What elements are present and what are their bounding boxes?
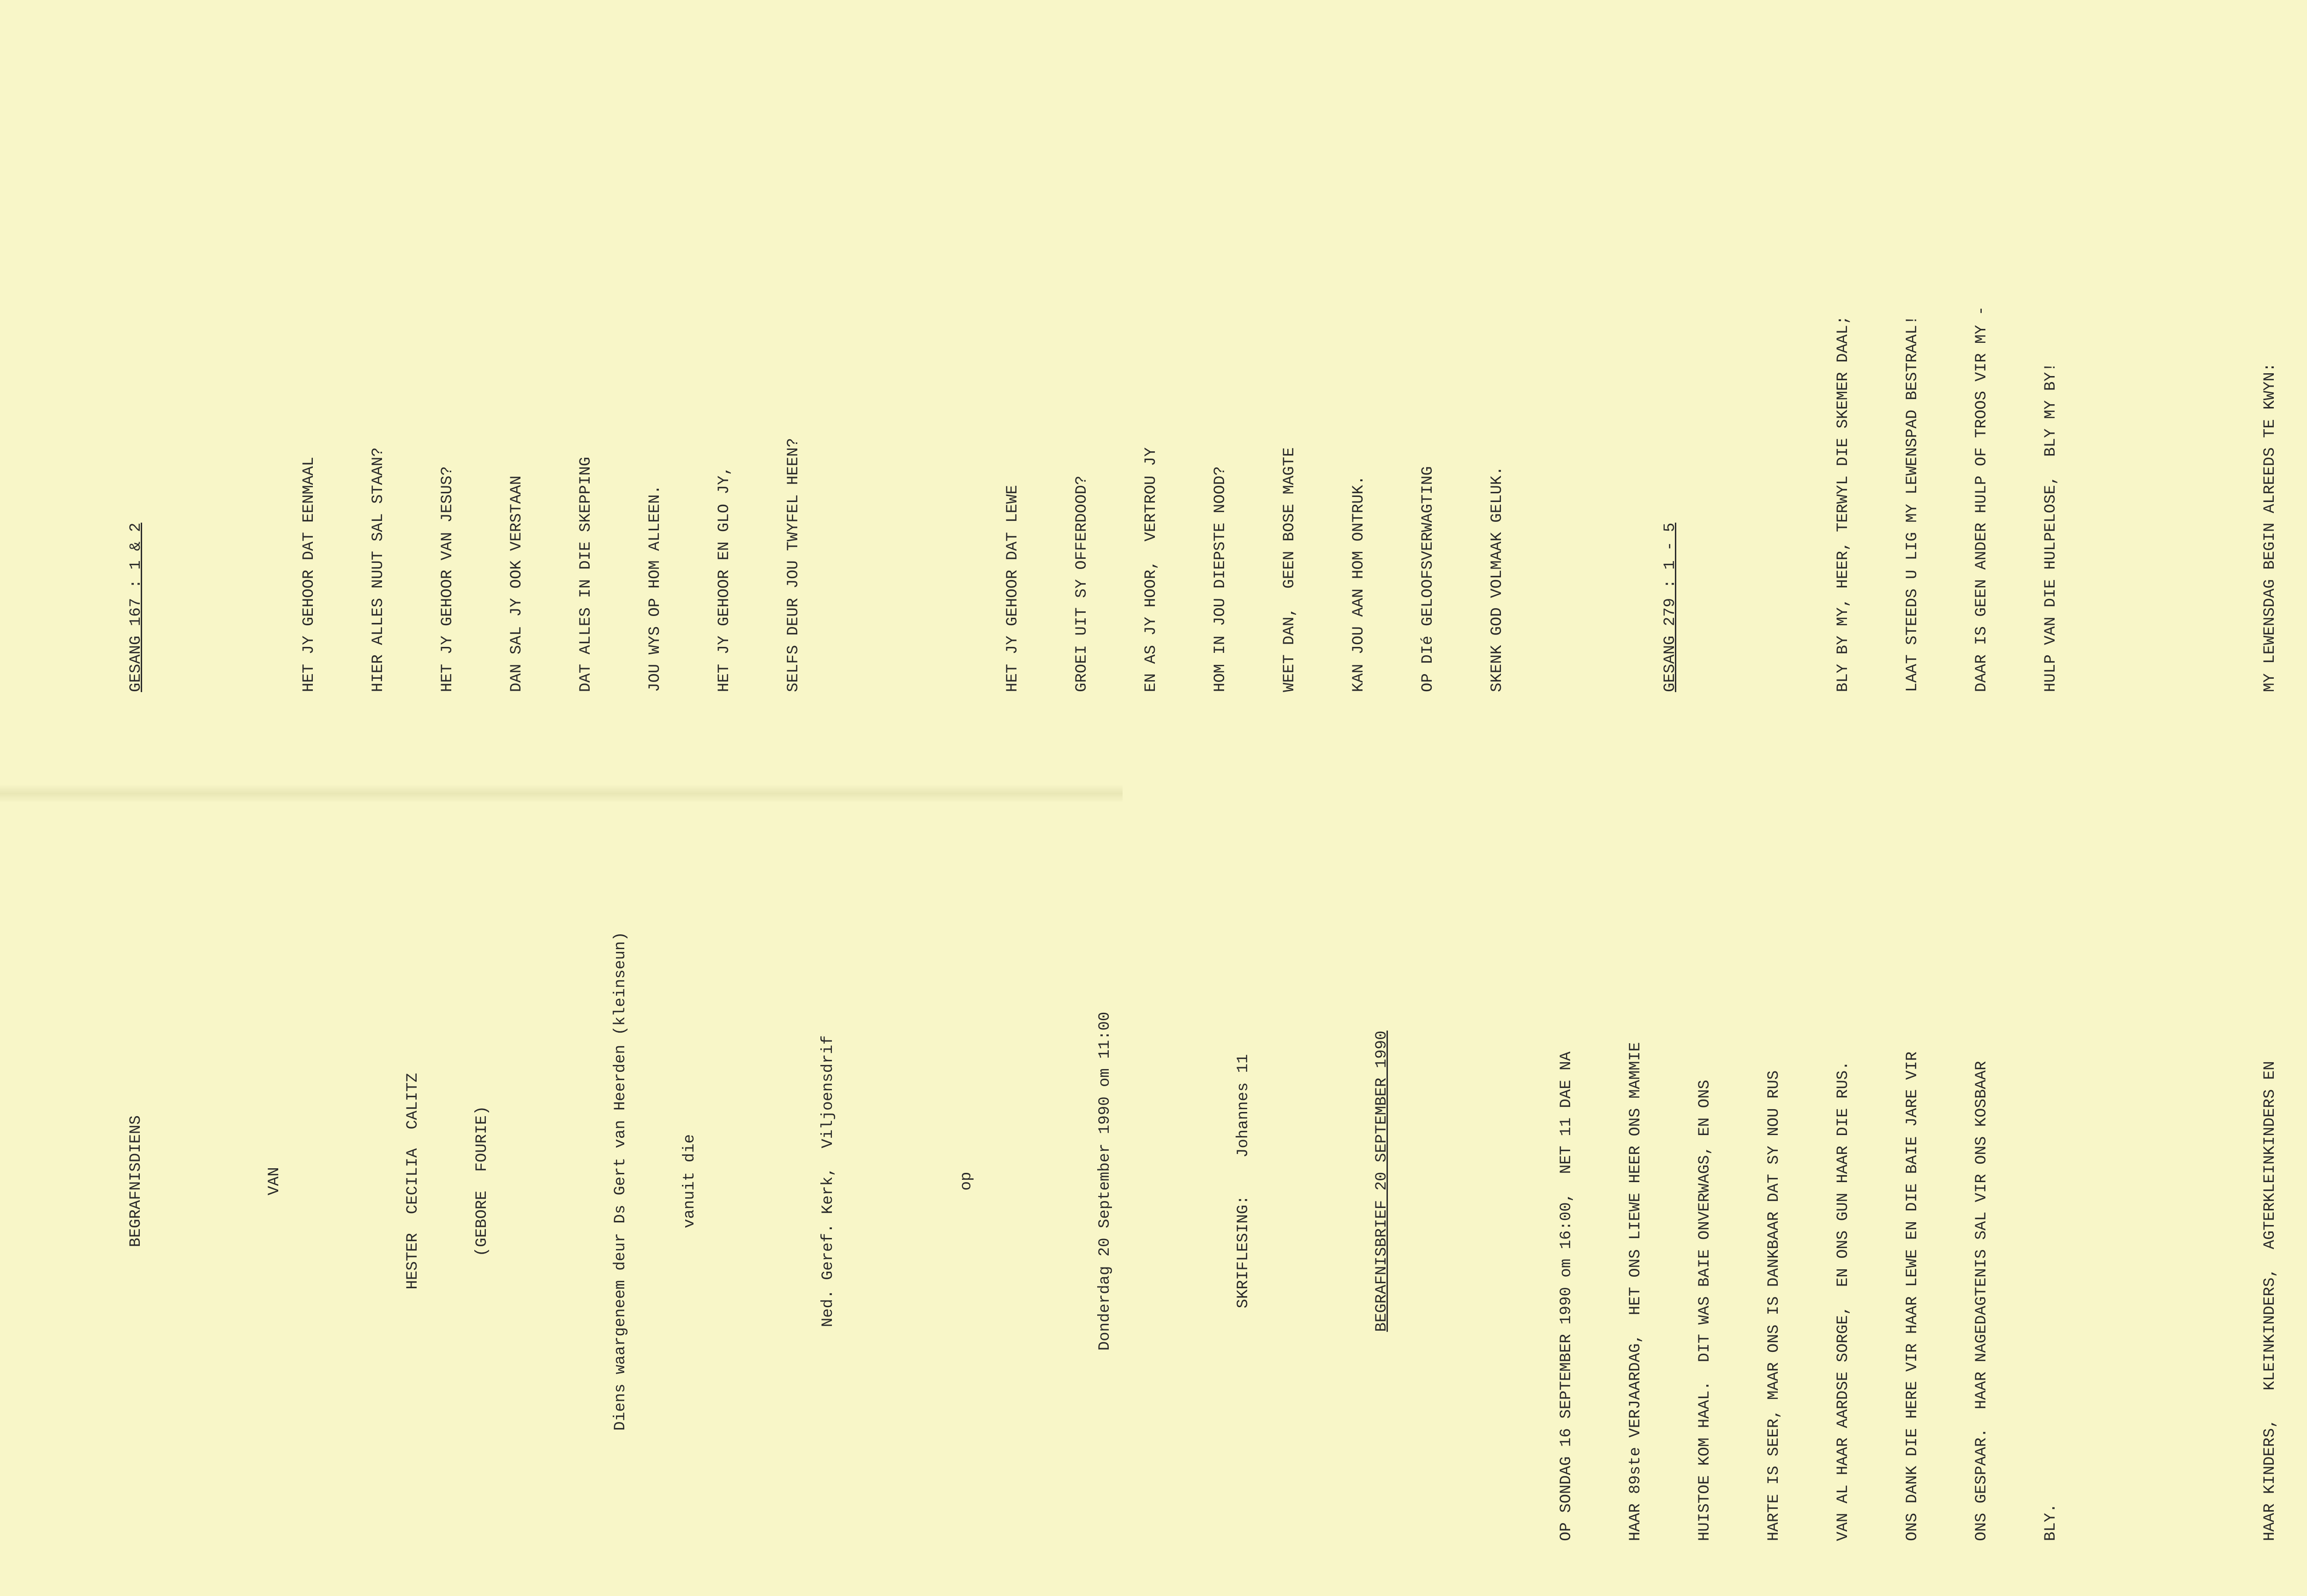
letter-title: BEGRAFNISBRIEF 20 SEPTEMBER 1990	[1373, 1030, 1391, 1332]
hymn-line: KAN JOU AAN HOM ONTRUK.	[1350, 475, 1368, 692]
hymn1-verse1	[251, 23, 851, 692]
family-lines	[2212, 821, 2307, 1541]
hymn-line: MY LEWENSDAG BEGIN ALREEDS TE KWYN:	[2261, 362, 2279, 692]
letter-line: OP SONDAG 16 SEPTEMBER 1990 om 16:00, NET 11 DAE NA	[1558, 1052, 1575, 1541]
church-name: Ned. Geref. Kerk, Viljoensdrif	[819, 1035, 837, 1327]
hymn-line: SELFS DEUR JOU TWYFEL HEEN?	[785, 438, 802, 692]
hymn1-verse2	[955, 23, 1555, 692]
hymn2-title: GESANG 279 : 1 - 5	[1662, 522, 1679, 692]
hymn-line: HIER ALLES NUUT SAL STAAN?	[370, 447, 387, 692]
letter-body	[1509, 821, 2109, 1541]
hymn-line: HET JY GEHOOR DAT EENMAAL	[300, 456, 318, 692]
hymn-line: HOM IN JOU DIEPSTE NOOD?	[1212, 466, 1229, 692]
deceased-name: HESTER CECILIA CALITZ	[404, 1073, 422, 1290]
op-label: op	[958, 1172, 975, 1191]
hymn-line: DAT ALLES IN DIE SKEPPING	[577, 456, 595, 692]
letter-line: ONS DANK DIE HERE VIR HAAR LEWE EN DIE BAIE JARE VIR	[1904, 1052, 1921, 1541]
hymn-line: OP DIé GELOOFSVERWAGTING	[1419, 466, 1437, 692]
hymn-line: SKENK GOD VOLMAAK GELUK.	[1488, 466, 1506, 692]
service-date: Donderdag 20 September 1990 om 11:00	[1096, 1011, 1114, 1351]
page-fold	[0, 784, 1123, 803]
letter-line: HAAR 89ste VERJAARDAG, HET ONS LIEWE HEER ONS MAMMIE	[1627, 1042, 1644, 1541]
service-panel	[78, 821, 2279, 1541]
maiden-name: (GEBORE FOURIE)	[473, 1106, 491, 1257]
hymn1-title: GESANG 167 : 1 & 2	[127, 522, 145, 692]
letter-line: BLY.	[2042, 1503, 2060, 1541]
hymns-panel	[78, 23, 2279, 692]
hymn2-verse2	[2212, 23, 2307, 692]
hymn-line: BLY BY MY, HEER, TERWYL DIE SKEMER DAAL;	[1835, 315, 1852, 692]
hymn-line: JOU WYS OP HOM ALLEEN.	[646, 485, 664, 692]
letter-line: HUISTOE KOM HAAL. DIT WAS BAIE ONVERWAGS, EN ONS	[1696, 1080, 1714, 1541]
hymn-line: LAAT STEEDS U LIG MY LEWENSPAD BESTRAAL!	[1904, 315, 1921, 692]
officiant: Diens waargeneem deur Ds Gert van Heerden (kleinseun)	[612, 932, 629, 1431]
hymn-line: DAN SAL JY OOK VERSTAAN	[508, 475, 526, 692]
hymn2-verse1	[1786, 23, 2109, 692]
hymn-line: HET JY GEHOOR VAN JESUS?	[439, 466, 456, 692]
hymn-line: WEET DAN, GEEN BOSE MAGTE	[1281, 447, 1298, 692]
service-title: BEGRAFNISDIENS	[127, 1115, 145, 1247]
hymn-line: DAAR IS GEEN ANDER HULP OF TROOS VIR MY -	[1973, 306, 1990, 692]
hymn-line: HET JY GEHOOR DAT LEWE	[1004, 485, 1022, 692]
scripture-reading: SKRIFLESING: Johannes 11	[1235, 1054, 1252, 1309]
letter-line: HARTE IS SEER, MAAR ONS IS DANKBAAR DAT SY NOU RUS	[1765, 1070, 1783, 1541]
hymn-line: GROEI UIT SY OFFERDOOD?	[1073, 475, 1091, 692]
family-line: HAAR KINDERS, KLEINKINDERS, AGTERKLEINKINDERS EN	[2261, 1061, 2279, 1541]
vanuit-label: vanuit die	[681, 1134, 699, 1229]
hymn-line: HET JY GEHOOR EN GLO JY,	[716, 466, 733, 692]
letter-line: ONS GESPAAR. HAAR NAGEDAGTENIS SAL VIR ONS KOSBAAR	[1973, 1061, 1990, 1541]
van-label: VAN	[266, 1167, 283, 1196]
hymn-line: HULP VAN DIE HULPELOSE, BLY MY BY!	[2042, 362, 2060, 692]
hymn-line: EN AS JY HOOR, VERTROU JY	[1142, 447, 1160, 692]
letter-line: VAN AL HAAR AARDSE SORGE, EN ONS GUN HAAR DIE RUS.	[1835, 1061, 1852, 1541]
